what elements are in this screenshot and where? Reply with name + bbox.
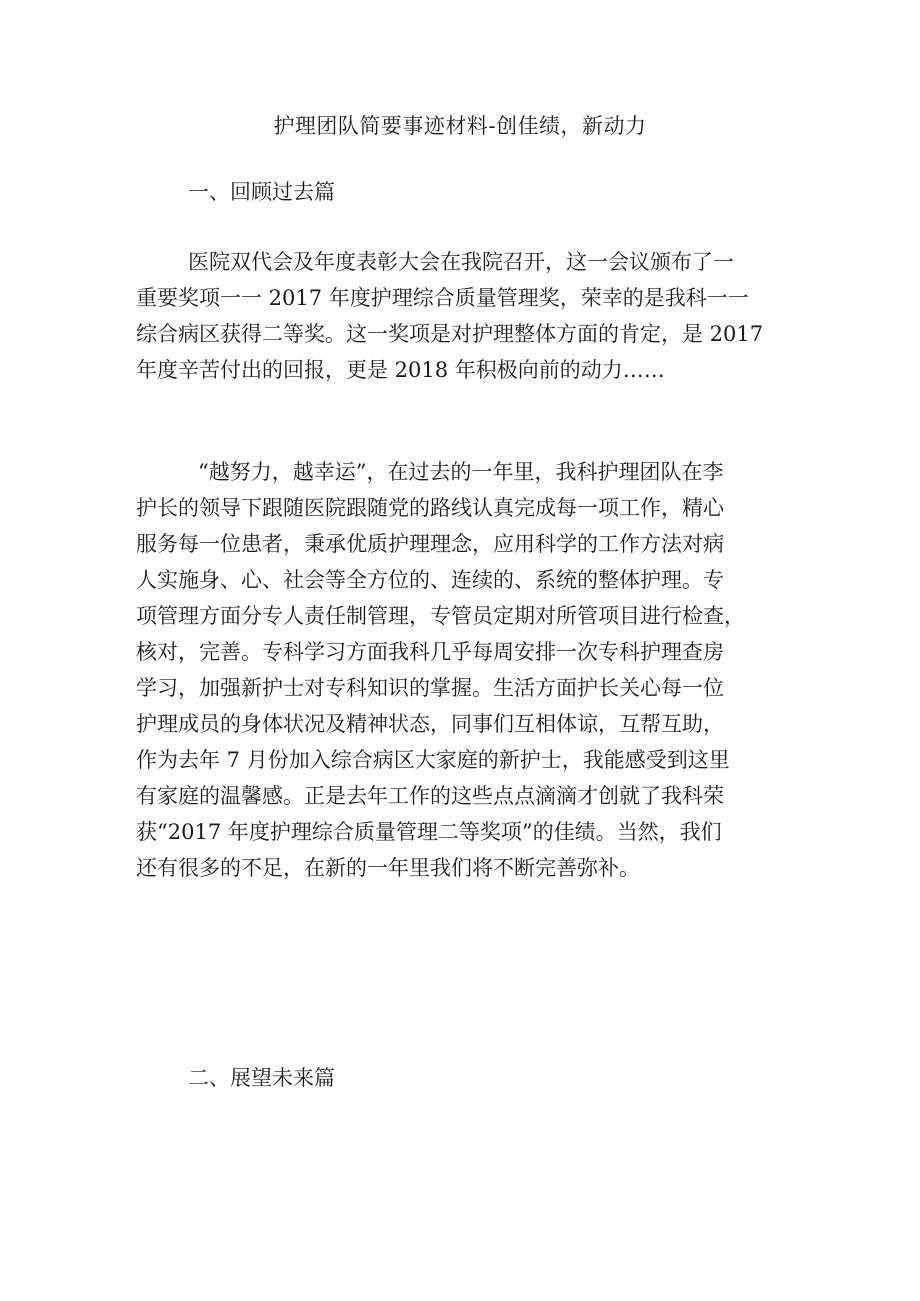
paragraph-line: 人实施身、心、社会等全方位的、连续的、系统的整体护理。专 <box>136 568 724 592</box>
paragraph-line: 作为去年 7 月份加入综合病区大家庭的新护士，我能感受到这里 <box>136 748 730 772</box>
paragraph-line: 护理成员的身体状况及精神状态，同事们互相体谅，互帮互助， <box>136 712 724 736</box>
paragraph-line: 学习，加强新护士对专科知识的掌握。生活方面护长关心每一位 <box>136 676 724 700</box>
paragraph-line: 年度辛苦付出的回报，更是 2018 年积极向前的动力…… <box>136 358 665 382</box>
paragraph-line: 项管理方面分专人责任制管理，专管员定期对所管项目进行检查， <box>136 604 745 628</box>
paragraph-line: 护长的领导下跟随医院跟随党的路线认真完成每一项工作，精心 <box>136 496 724 520</box>
paragraph-line: 核对，完善。专科学习方面我科几乎每周安排一次专科护理查房 <box>136 640 724 664</box>
paragraph-team-work <box>136 454 796 886</box>
paragraph-line: 服务每一位患者，秉承优质护理理念，应用科学的工作方法对病 <box>136 532 724 556</box>
section-heading-future-outlook: 二、展望未来篇 <box>188 1066 335 1090</box>
paragraph-line: “越努力，越幸运”，在过去的一年里，我科护理团队在李 <box>198 460 724 484</box>
paragraph-line: 医院双代会及年度表彰大会在我院召开，这一会议颁布了一 <box>188 250 734 274</box>
paragraph-line: 重要奖项一一 2017 年度护理综合质量管理奖，荣幸的是我科一一 <box>136 286 749 310</box>
document-title: 护理团队简要事迹材料-创佳绩，新动力 <box>273 114 647 138</box>
paragraph-line: 有家庭的温馨感。正是去年工作的这些点点滴滴才创就了我科荣 <box>136 784 724 808</box>
paragraph-award-intro <box>136 244 796 388</box>
section-heading-review-past: 一、回顾过去篇 <box>188 180 335 204</box>
paragraph-line: 还有很多的不足，在新的一年里我们将不断完善弥补。 <box>136 856 640 880</box>
paragraph-line: 综合病区获得二等奖。这一奖项是对护理整体方面的肯定，是 2017 <box>136 322 764 346</box>
paragraph-line: 获“2017 年度护理综合质量管理二等奖项”的佳绩。当然，我们 <box>136 820 722 844</box>
